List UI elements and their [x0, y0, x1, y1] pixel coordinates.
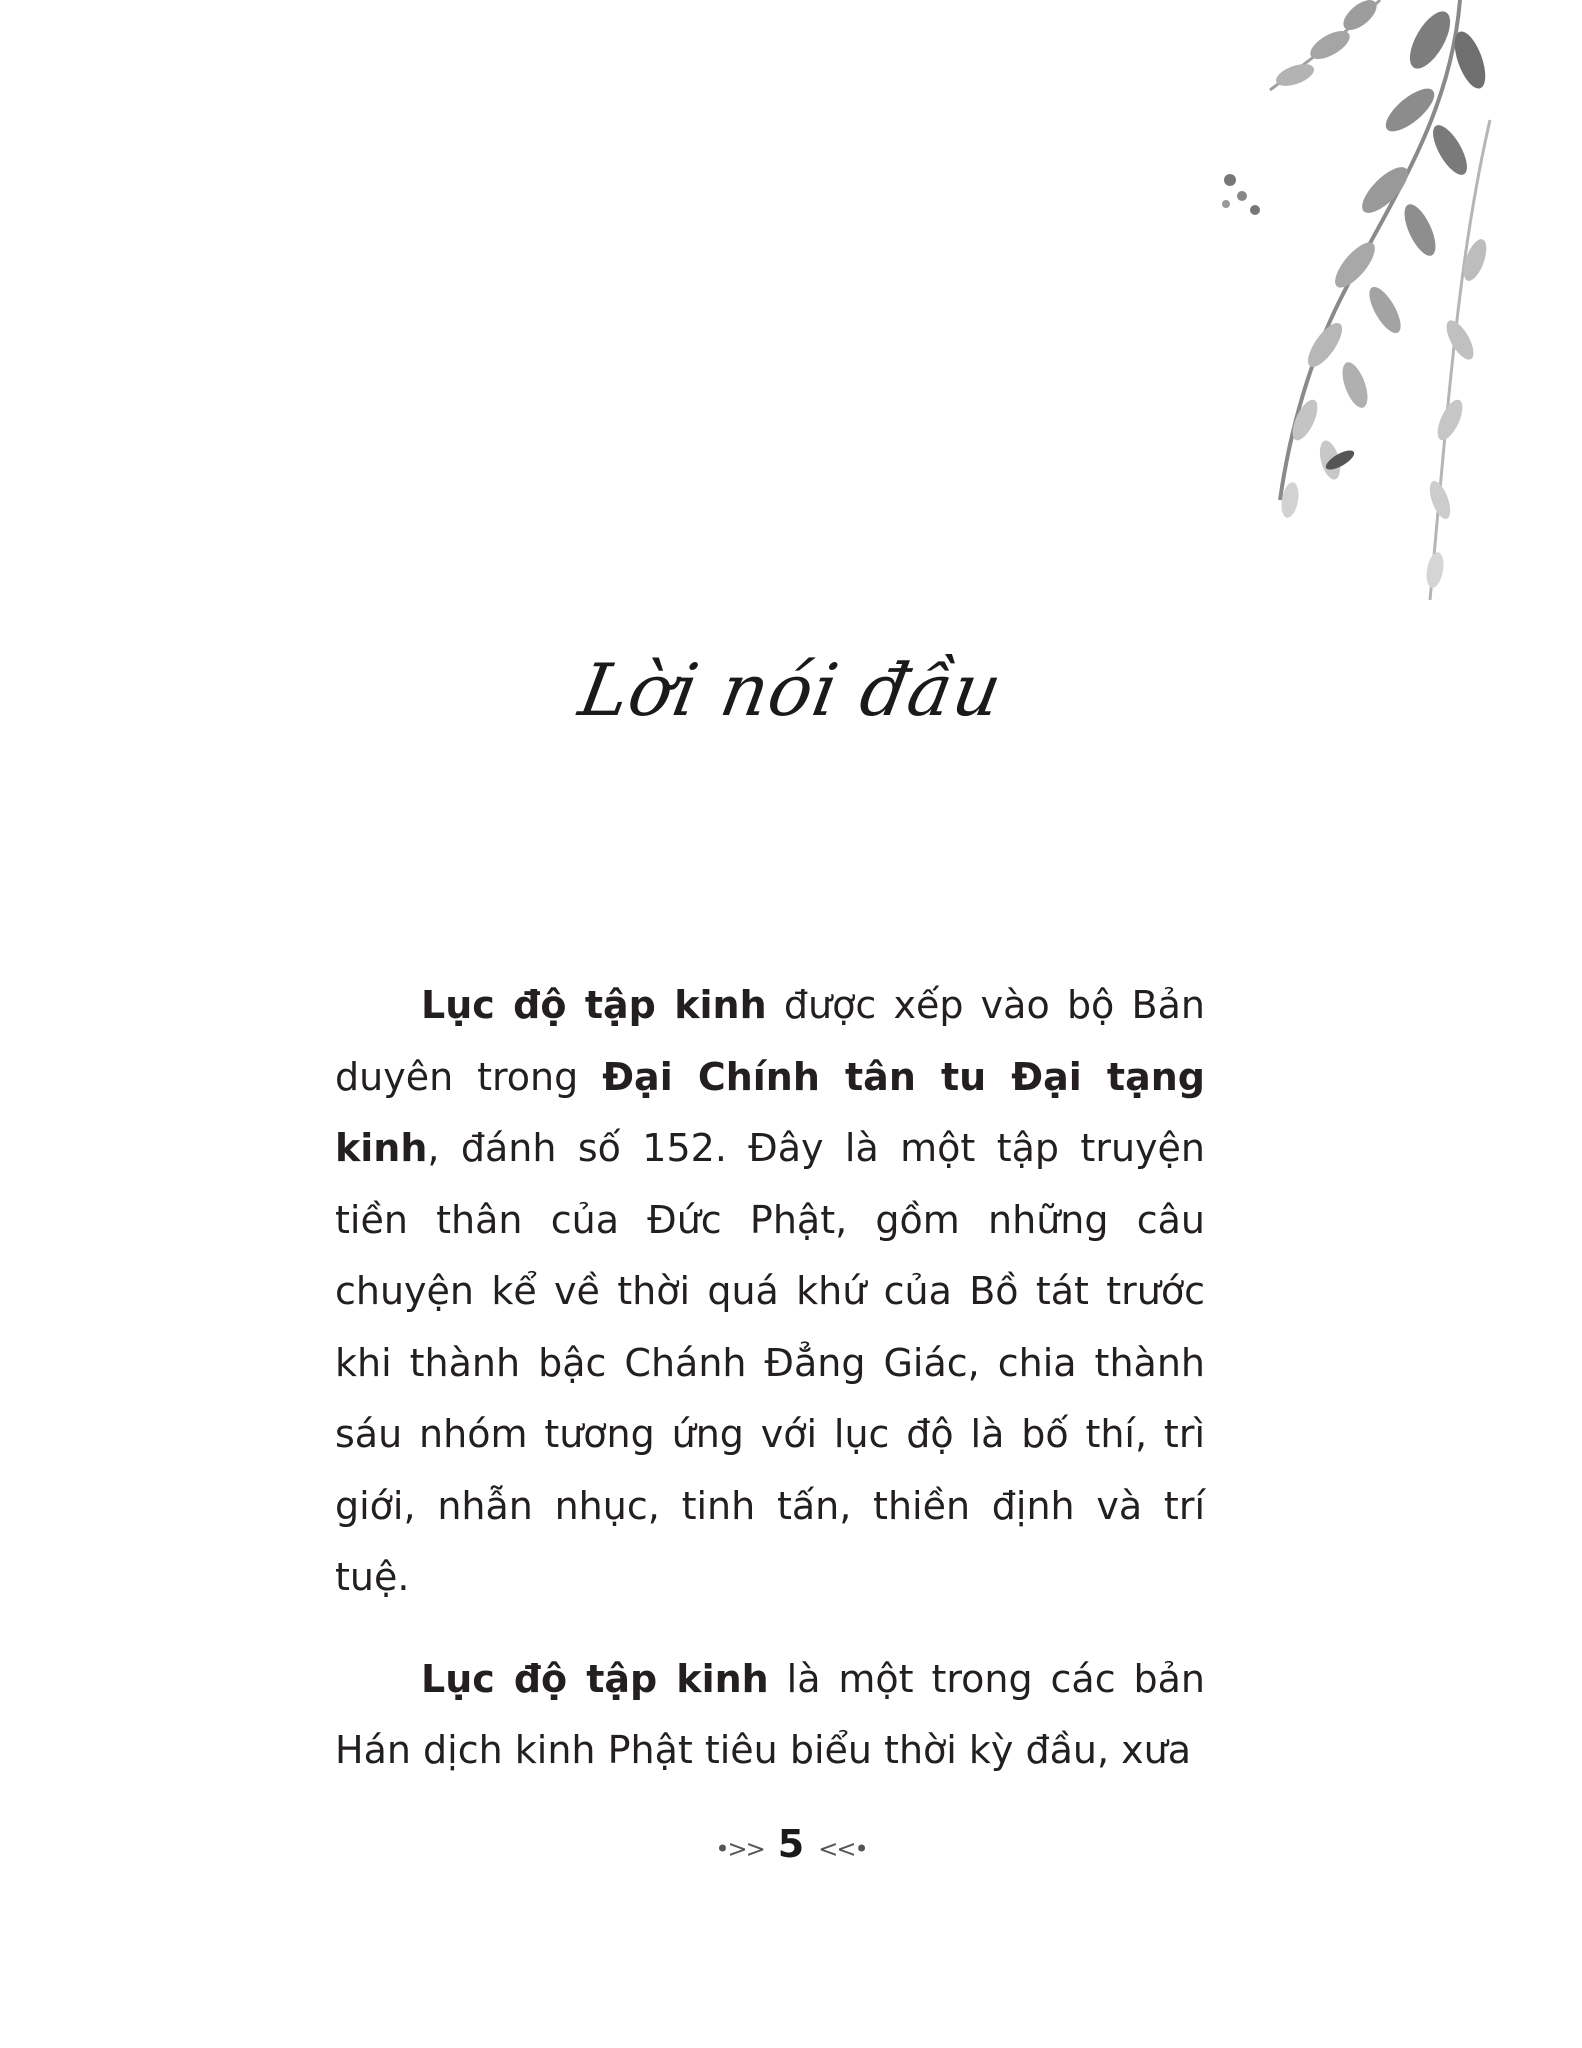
text-run: được xếp vào bộ Bản duyên trong [335, 983, 1205, 1099]
text-run: , đánh số 152. Đây là một tập truyện tiền thân của Đức Phật, gồm những câu chuyện kể về thời quá khứ của Bồ tát trước khi thành bậc Chánh Đẳng Giác, chia thành sáu nhóm tương ứng với lục độ là bố thí, trì giới, nhẫn nhục, tinh tấn, thiền định và trí tuệ. [335, 1126, 1205, 1599]
ornament-right: <<• [818, 1835, 867, 1863]
page-number: 5 [777, 1822, 805, 1866]
book-title-bold: Lục độ tập kinh [421, 983, 767, 1027]
page-title: Lời nói đầu [573, 648, 1009, 732]
body-text [335, 970, 1205, 1817]
page-footer [0, 1822, 1582, 1866]
canon-title-bold: Đại Chính tân tu Đại tạng kinh [335, 1054, 1205, 1170]
paragraph-2 [335, 1644, 1205, 1787]
text-run: là một trong các bản Hán dịch kinh Phật tiêu biểu thời kỳ đầu, xưa [335, 1656, 1206, 1772]
paragraph-1 [335, 970, 1205, 1614]
leaf-branch-illustration [1130, 0, 1500, 620]
ornament-left: •>> [715, 1835, 764, 1863]
book-title-bold: Lục độ tập kinh [421, 1656, 769, 1701]
